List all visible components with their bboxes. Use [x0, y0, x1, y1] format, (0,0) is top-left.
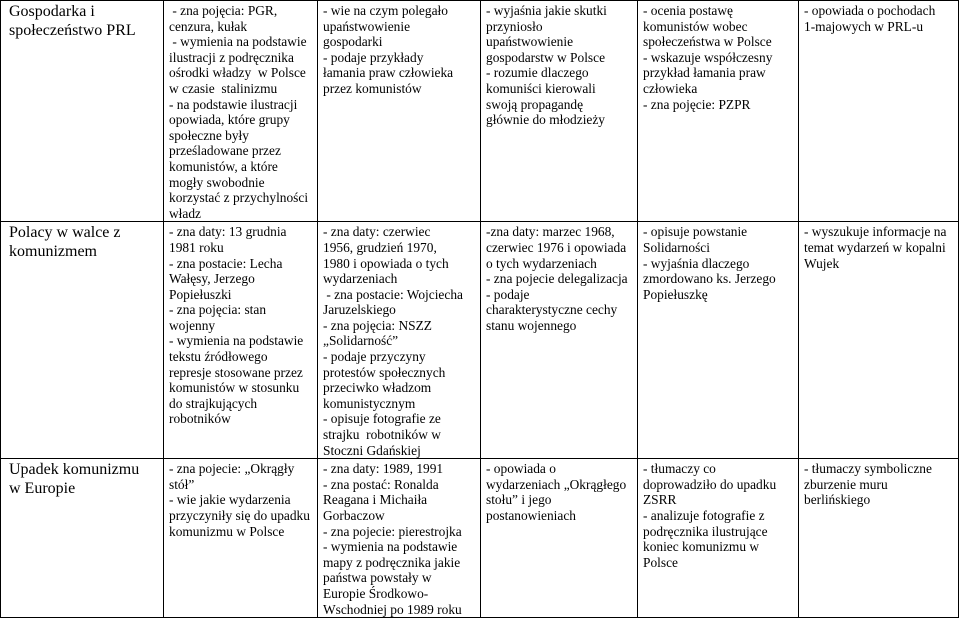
- text-line: Wschodniej po 1989 roku: [323, 601, 462, 617]
- text-line: Upadek komunizmu: [9, 461, 140, 479]
- text-line: cenzura, kułak: [169, 18, 248, 34]
- text-line: upaństwowienie: [323, 18, 411, 34]
- text-line: - wyszukuje informacje na: [804, 224, 947, 240]
- text-line: podręcznika ilustrujące: [643, 523, 768, 539]
- text-line: - wyjaśnia jakie skutki: [486, 3, 607, 18]
- text-line: berlińskiego: [804, 492, 871, 508]
- text-line: - zna pojecie: „Okrągły: [169, 461, 295, 477]
- text-line: Polacy w walce z: [9, 224, 121, 242]
- text-line: Popiełuszkę: [643, 286, 708, 302]
- text-line: komunizmu w Polsce: [169, 523, 285, 539]
- text-line: w Europie: [9, 479, 76, 497]
- text-line: komunizmem: [9, 242, 97, 260]
- table-row: [1, 459, 959, 618]
- text-line: społeczeństwo PRL: [9, 21, 136, 39]
- text-line: przyczyniły się do upadku: [169, 508, 310, 523]
- text-line: przyniosło: [486, 18, 543, 34]
- text-line: robotników: [169, 411, 231, 427]
- text-line: przykład łamania praw: [643, 65, 766, 81]
- text-line: Europie Środkowo-: [323, 585, 429, 601]
- text-line: gospodarki: [323, 34, 383, 50]
- text-line: Popiełuszki: [169, 286, 232, 302]
- text-line: o tych wydarzeniach: [486, 255, 597, 271]
- text-line: - wymienia na podstawie: [169, 34, 307, 50]
- text-line: - zna pojęcia: NSZZ: [323, 317, 432, 333]
- text-line: - wymienia na podstawie: [169, 333, 304, 349]
- text-line: - wie na czym polegało: [323, 3, 448, 18]
- text-line: Gospodarka i: [9, 3, 95, 20]
- text-line: doprowadziło do upadku: [643, 476, 777, 492]
- text-line: Solidarności: [643, 239, 710, 255]
- text-line: człowieka: [643, 80, 698, 96]
- text-line: - zna postacie: Lecha: [169, 255, 283, 271]
- table-row: [1, 1, 959, 222]
- table-row: [1, 222, 959, 459]
- text-line: - zna pojecie delegalizacja: [486, 271, 628, 287]
- requirement-cell: [481, 1, 638, 222]
- text-line: społeczne były: [169, 127, 249, 143]
- text-line: temat wydarzeń w kopalni: [804, 239, 946, 255]
- text-line: korzystać z przychylności: [169, 190, 309, 206]
- text-line: przeciwko władzom: [323, 380, 432, 396]
- text-line: - zna postać: Ronalda: [323, 476, 439, 492]
- requirement-cell: [481, 459, 638, 618]
- text-line: Jaruzelskiego: [323, 302, 396, 318]
- text-line: 1981 roku: [169, 239, 224, 255]
- text-line: Wałęsy, Jerzego: [169, 271, 255, 287]
- text-line: komunistycznym: [323, 395, 416, 411]
- requirement-cell: [799, 222, 959, 459]
- text-line: - opisuje fotografie ze: [323, 411, 441, 427]
- text-line: komunistów, a które: [169, 158, 278, 174]
- topic-cell: [1, 1, 164, 222]
- requirement-cell: [638, 459, 799, 618]
- text-line: zmordowano ks. Jerzego: [643, 271, 776, 287]
- requirement-cell: [164, 222, 318, 459]
- text-line: tekstu źródłowego: [169, 349, 268, 365]
- text-line: ośrodki władzy w Polsce: [169, 65, 306, 81]
- topic-cell: [1, 222, 164, 459]
- text-line: 1956, grudzień 1970,: [323, 239, 437, 255]
- requirement-cell: [638, 1, 799, 222]
- text-line: stół”: [169, 476, 195, 492]
- requirement-cell: [799, 459, 959, 618]
- text-line: komunistów wobec: [643, 18, 748, 34]
- text-line: -zna daty: marzec 1968,: [486, 224, 615, 240]
- text-line: - opowiada o pochodach: [804, 3, 936, 18]
- text-line: - zna daty: 1989, 1991: [323, 461, 444, 477]
- text-line: prześladowane przez: [169, 143, 281, 159]
- text-line: głównie do młodzieży: [486, 112, 605, 128]
- text-line: postanowieniach: [486, 508, 576, 523]
- text-line: upaństwowienie: [486, 34, 574, 50]
- text-line: stanu wojennego: [486, 317, 577, 333]
- text-line: - tłumaczy co: [643, 461, 716, 477]
- text-line: - zna pojęcia: PGR,: [169, 3, 278, 18]
- text-line: protestów społecznych: [323, 364, 446, 380]
- text-line: społeczeństwa w Polsce: [643, 34, 772, 50]
- requirement-cell: [318, 459, 481, 618]
- text-line: przez komunistów: [323, 80, 422, 96]
- text-line: ilustracji z podręcznika: [169, 49, 294, 65]
- text-line: - tłumaczy symboliczne: [804, 461, 932, 477]
- topic-cell: [1, 459, 164, 618]
- text-line: - wymienia na podstawie: [323, 539, 458, 555]
- text-line: - podaje przykłady: [323, 49, 424, 65]
- text-line: Reagana i Michaiła: [323, 492, 428, 508]
- text-line: 1980 i opowiada o tych: [323, 255, 449, 271]
- text-line: komuniści kierowali: [486, 80, 596, 96]
- text-line: ZSRR: [643, 492, 677, 508]
- text-line: wydarzeniach: [323, 271, 398, 287]
- text-line: - opisuje powstanie: [643, 224, 748, 240]
- text-line: mogły swobodnie: [169, 174, 265, 190]
- text-line: - na podstawie ilustracji: [169, 96, 298, 112]
- text-line: - podaje przyczyny: [323, 349, 426, 365]
- requirement-cell: [638, 222, 799, 459]
- requirement-cell: [164, 459, 318, 618]
- text-line: wojenny: [169, 317, 216, 333]
- text-line: - zna pojęcie: PZPR: [643, 96, 751, 112]
- text-line: państwa powstały w: [323, 570, 432, 586]
- text-line: charakterystyczne cechy: [486, 302, 618, 318]
- text-line: w czasie stalinizmu: [169, 80, 278, 96]
- text-line: Stoczni Gdańskiej: [323, 442, 421, 458]
- text-line: wydarzeniach „Okrągłego: [486, 476, 627, 492]
- text-line: - wie jakie wydarzenia: [169, 492, 291, 508]
- text-line: - zna daty: czerwiec: [323, 224, 431, 240]
- text-line: - zna daty: 13 grudnia: [169, 224, 287, 240]
- text-line: - zna pojęcia: stan: [169, 302, 267, 318]
- text-line: Gorbaczow: [323, 508, 385, 523]
- text-line: swoją propagandę: [486, 96, 584, 112]
- text-line: - opowiada o: [486, 461, 556, 477]
- text-line: - zna postacie: Wojciecha: [323, 286, 463, 302]
- requirement-cell: [318, 1, 481, 222]
- text-line: - zna pojecie: pierestrojka: [323, 523, 462, 539]
- requirement-cell: [164, 1, 318, 222]
- text-line: - podaje: [486, 286, 530, 302]
- text-line: „Solidarność”: [323, 333, 399, 349]
- requirement-cell: [481, 222, 638, 459]
- text-line: strajku robotników w: [323, 427, 441, 443]
- text-line: - rozumie dlaczego: [486, 65, 589, 81]
- text-line: - wyjaśnia dlaczego: [643, 255, 750, 271]
- text-line: do strajkujących: [169, 395, 258, 411]
- text-line: - wskazuje współczesny: [643, 49, 773, 65]
- text-line: opowiada, które grupy: [169, 112, 290, 128]
- requirement-cell: [318, 222, 481, 459]
- text-line: mapy z podręcznika jakie: [323, 554, 461, 570]
- text-line: represje stosowane przez: [169, 364, 303, 380]
- text-line: Wujek: [804, 255, 840, 271]
- text-line: gospodarstw w Polsce: [486, 49, 606, 65]
- text-line: stołu” i jego: [486, 492, 552, 508]
- text-line: komunistów w stosunku: [169, 380, 300, 396]
- text-line: - ocenia postawę: [643, 3, 733, 18]
- text-line: zburzenie muru: [804, 476, 888, 492]
- text-line: łamania praw człowieka: [323, 65, 454, 81]
- text-line: - analizuje fotografie z: [643, 508, 765, 523]
- requirement-cell: [799, 1, 959, 222]
- text-line: 1-majowych w PRL-u: [804, 18, 924, 34]
- text-line: władz: [169, 205, 201, 221]
- text-line: czerwiec 1976 i opowiada: [486, 239, 627, 255]
- text-line: Polsce: [643, 554, 678, 570]
- text-line: koniec komunizmu w: [643, 539, 760, 555]
